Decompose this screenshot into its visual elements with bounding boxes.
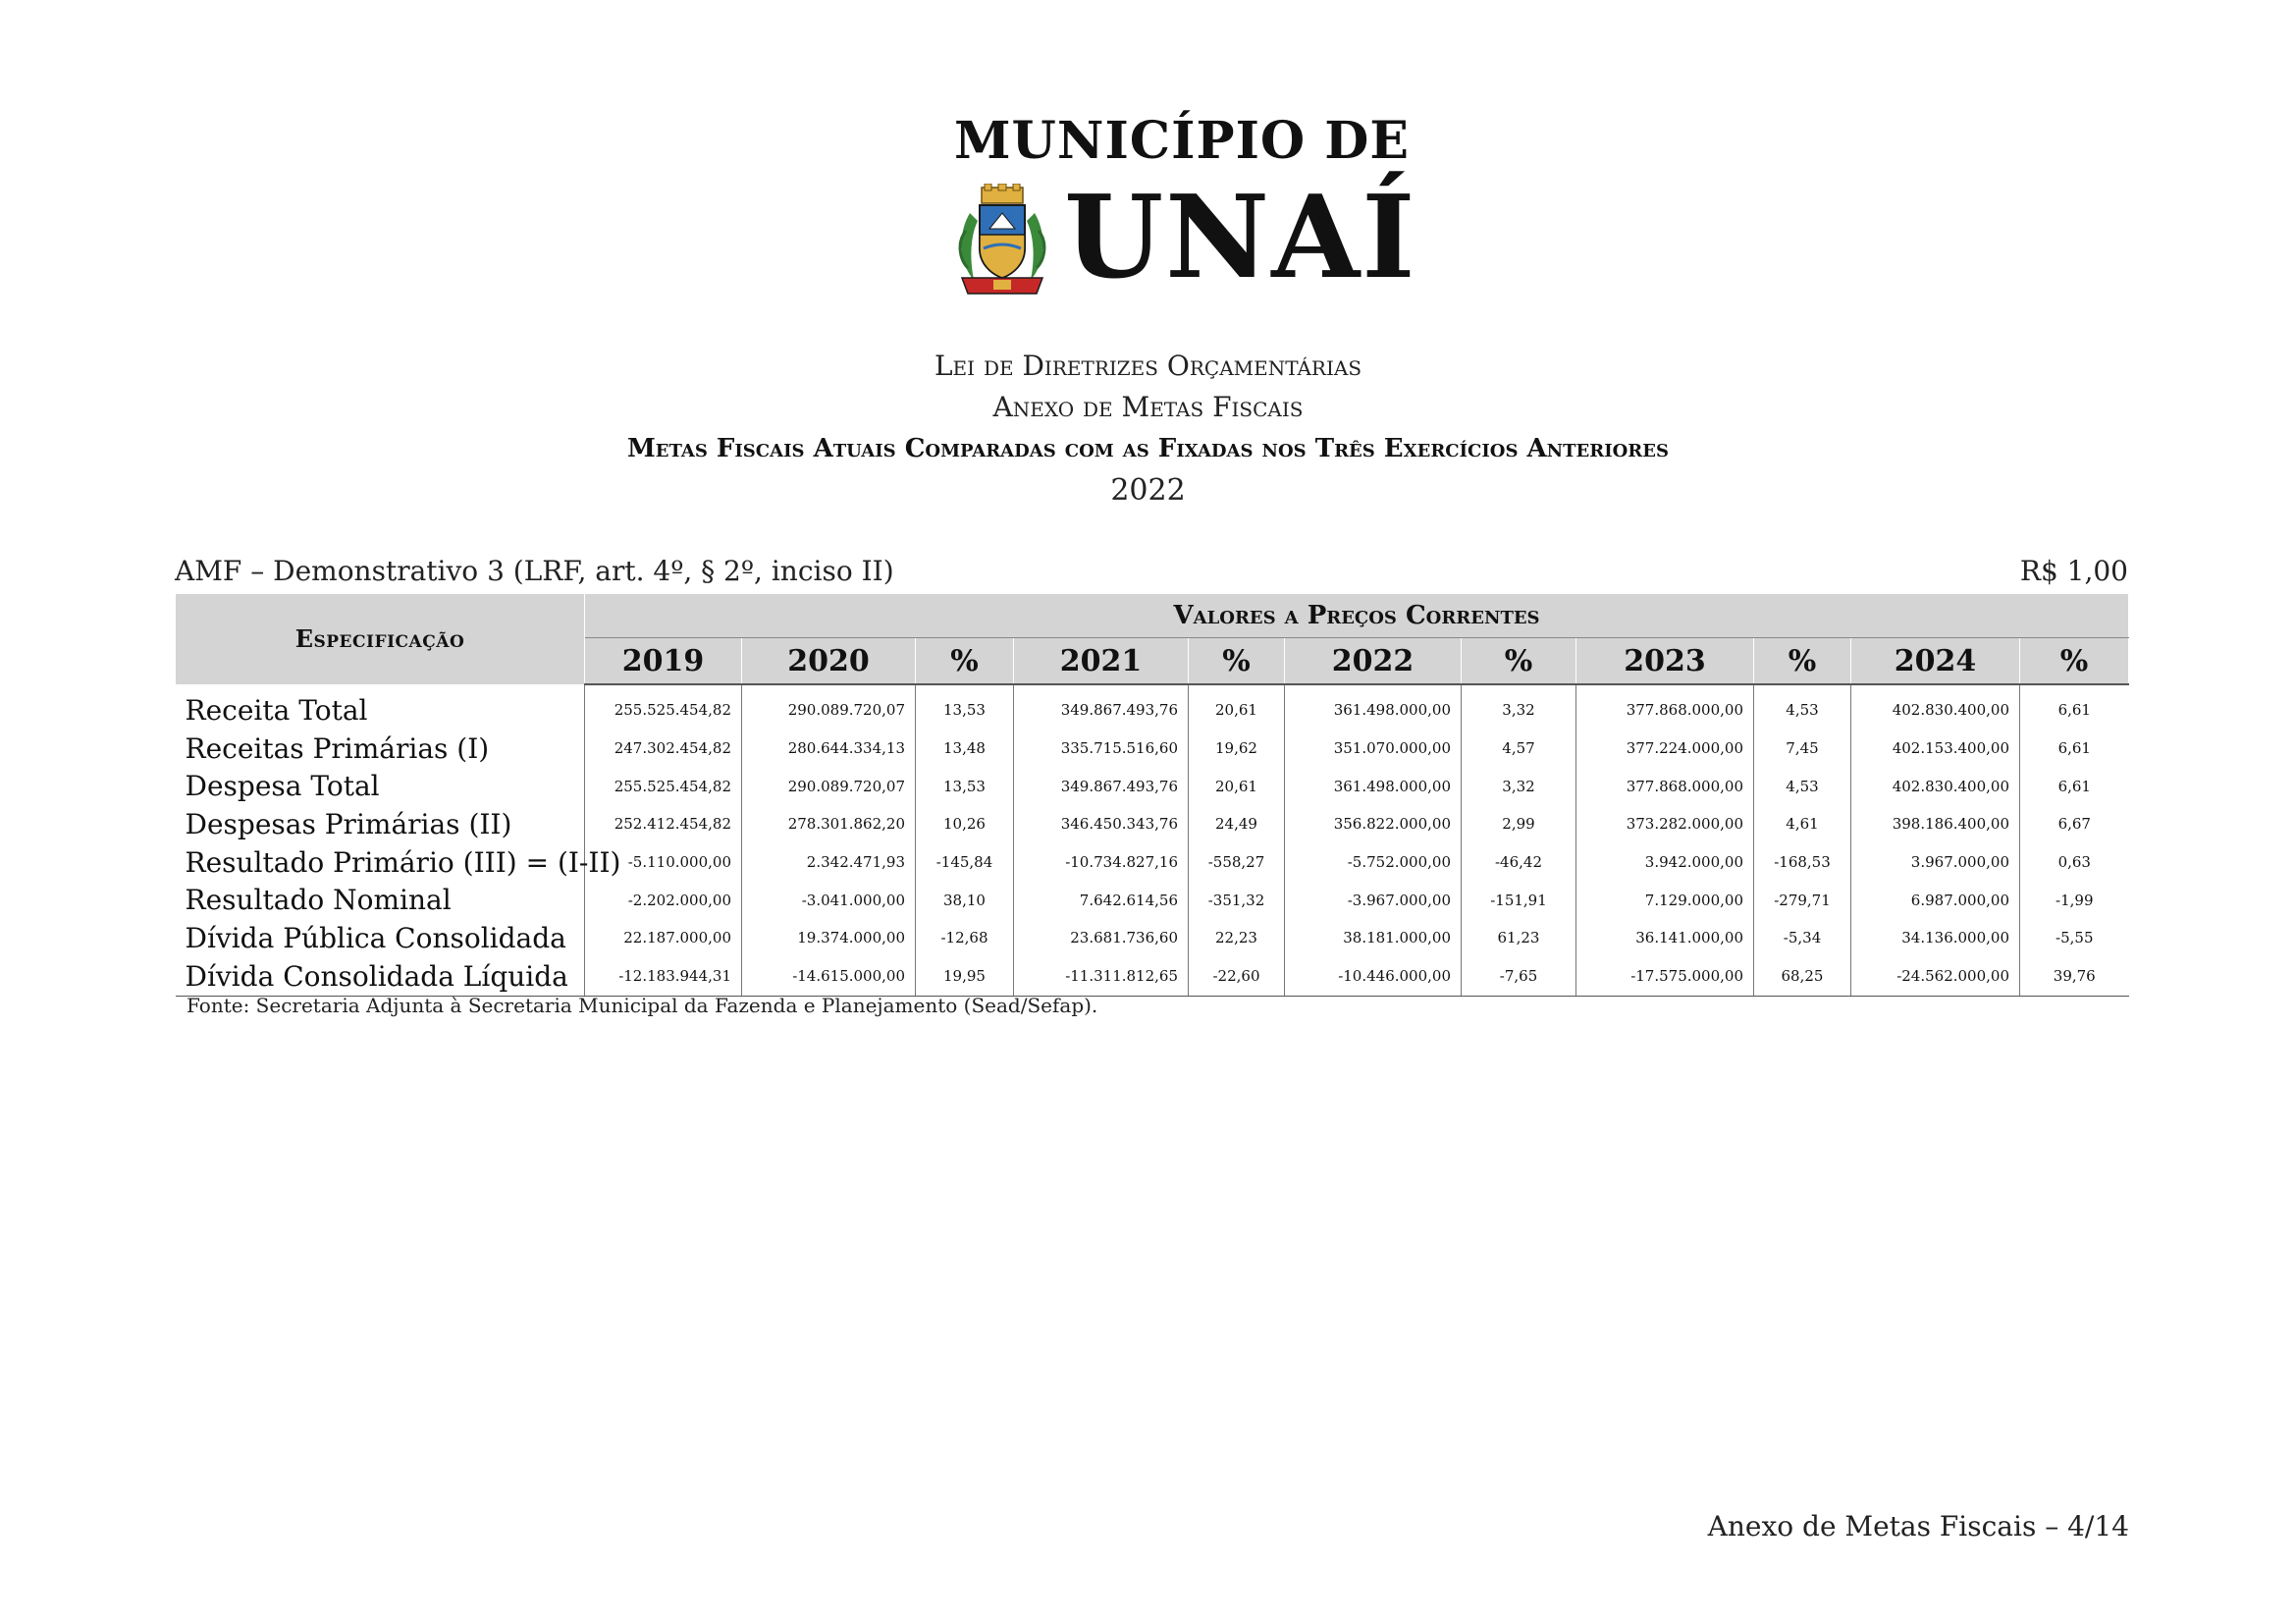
table-cell-value: -17.575.000,00: [1576, 957, 1754, 996]
table-cell-value: 335.715.516,60: [1014, 730, 1189, 768]
table-cell-pct: 4,57: [1462, 730, 1576, 768]
table-cell-pct: 3,32: [1462, 684, 1576, 730]
table-cell-pct: -22,60: [1189, 957, 1285, 996]
table-cell-value: 19.374.000,00: [742, 919, 916, 957]
table-cell-pct: 3,32: [1462, 767, 1576, 805]
header-col-pct: %: [1462, 638, 1576, 685]
table-cell-pct: 4,61: [1754, 805, 1851, 843]
table-cell-pct: 22,23: [1189, 919, 1285, 957]
table-cell-value: -3.967.000,00: [1285, 881, 1462, 919]
table-cell-value: 247.302.454,82: [585, 730, 742, 768]
table-cell-value: -10.734.827,16: [1014, 843, 1189, 882]
table-cell-value: 2.342.471,93: [742, 843, 916, 882]
row-label: Resultado Nominal: [185, 884, 452, 917]
header-col-2022: 2022: [1285, 638, 1462, 685]
table-cell-pct: 13,53: [916, 767, 1014, 805]
header-col-pct: %: [1754, 638, 1851, 685]
table-cell-pct: 13,53: [916, 684, 1014, 730]
table-row: [176, 730, 2129, 768]
table-cell-pct: -7,65: [1462, 957, 1576, 996]
table-cell-pct: -351,32: [1189, 881, 1285, 919]
table-row: [176, 919, 2129, 957]
table-cell-pct: 7,45: [1754, 730, 1851, 768]
table-row: [176, 684, 2129, 730]
table-cell-value: 356.822.000,00: [1285, 805, 1462, 843]
table-cell-value: -2.202.000,00: [585, 881, 742, 919]
table-cell-value: 7.642.614,56: [1014, 881, 1189, 919]
table-cell-value: 3.942.000,00: [1576, 843, 1754, 882]
row-label: Receitas Primárias (I): [185, 731, 490, 765]
table-cell-value: 3.967.000,00: [1851, 843, 2020, 882]
row-label: Dívida Consolidada Líquida: [176, 957, 585, 996]
table-row: [176, 805, 2129, 843]
table-cell-pct: 0,63: [2020, 843, 2129, 882]
table-cell-value: 23.681.736,60: [1014, 919, 1189, 957]
row-label: Despesa Total: [185, 770, 380, 803]
table-cell-pct: 4,53: [1754, 684, 1851, 730]
table-cell-pct: 68,25: [1754, 957, 1851, 996]
table-cell-value: 349.867.493,76: [1014, 684, 1189, 730]
table-cell-value: 22.187.000,00: [585, 919, 742, 957]
header-values-group: Valores a Preços Correntes: [585, 594, 2129, 638]
table-cell-value: 255.525.454,82: [585, 684, 742, 730]
table-row: [176, 767, 2129, 805]
coat-of-arms-icon: [956, 184, 1048, 299]
title-year: 2022: [1110, 473, 1186, 508]
source-note: Fonte: Secretaria Adjunta à Secretaria Municipal da Fazenda e Planejamento (Sead/Sefap).: [187, 994, 1098, 1017]
header-spec: Especificação: [176, 594, 585, 685]
table-cell-value: -10.446.000,00: [1285, 957, 1462, 996]
municipality-logo: [942, 103, 1417, 304]
table-cell-pct: -558,27: [1189, 843, 1285, 882]
header-col-2019: 2019: [585, 638, 742, 685]
table-body: [176, 684, 2129, 996]
table-cell-value: 361.498.000,00: [1285, 767, 1462, 805]
table-cell-pct: 6,67: [2020, 805, 2129, 843]
logo-line2: UNAÍ: [1064, 171, 1417, 304]
row-label: Receita Total: [185, 693, 368, 727]
table-cell-value: 6.987.000,00: [1851, 881, 2020, 919]
row-label: Resultado Primário (III) = (I-II): [185, 845, 621, 879]
table-cell-value: 373.282.000,00: [1576, 805, 1754, 843]
table-cell-pct: 20,61: [1189, 684, 1285, 730]
table-cell-value: 361.498.000,00: [1285, 684, 1462, 730]
table-cell-value: 351.070.000,00: [1285, 730, 1462, 768]
table-cell-pct: -1,99: [2020, 881, 2129, 919]
row-label: Dívida Pública Consolidada: [185, 921, 566, 954]
table-cell-pct: -12,68: [916, 919, 1014, 957]
table-cell-pct: 2,99: [1462, 805, 1576, 843]
table-cell-value: 346.450.343,76: [1014, 805, 1189, 843]
table-cell-pct: -46,42: [1462, 843, 1576, 882]
header-col-2024: 2024: [1851, 638, 2020, 685]
title-main: Metas Fiscais Atuais Comparadas com as Fixadas nos Três Exercícios Anteriores: [627, 434, 1669, 463]
table-cell-value: -5.110.000,00: [585, 843, 742, 882]
table-cell-value: 377.868.000,00: [1576, 767, 1754, 805]
demonstrativo-row: [175, 552, 2128, 591]
table-cell-pct: -151,91: [1462, 881, 1576, 919]
table-cell-value: 36.141.000,00: [1576, 919, 1754, 957]
table-cell-pct: -5,55: [2020, 919, 2129, 957]
table-cell-pct: 20,61: [1189, 767, 1285, 805]
header-col-2023: 2023: [1576, 638, 1754, 685]
table-cell-value: -24.562.000,00: [1851, 957, 2020, 996]
table-cell-value: 377.224.000,00: [1576, 730, 1754, 768]
table-cell-value: 290.089.720,07: [742, 684, 916, 730]
table-cell-value: 402.830.400,00: [1851, 767, 2020, 805]
document-titles: [0, 346, 2296, 513]
table-cell-pct: -279,71: [1754, 881, 1851, 919]
logo-line1: MUNICÍPIO DE: [954, 111, 1411, 171]
table-cell-pct: 19,95: [916, 957, 1014, 996]
row-label: Despesas Primárias (II): [185, 807, 512, 840]
header-col-pct: %: [2020, 638, 2129, 685]
table-row: [176, 881, 2129, 919]
table-cell-pct: 6,61: [2020, 767, 2129, 805]
table-cell-pct: 19,62: [1189, 730, 1285, 768]
title-ldo: Lei de Diretrizes Orçamentárias: [934, 350, 1362, 382]
table-cell-value: 349.867.493,76: [1014, 767, 1189, 805]
table-cell-pct: 6,61: [2020, 684, 2129, 730]
demonstrativo-label: AMF – Demonstrativo 3 (LRF, art. 4º, § 2º, inciso II): [175, 555, 894, 587]
title-annex: Anexo de Metas Fiscais: [992, 391, 1304, 423]
table-cell-value: 377.868.000,00: [1576, 684, 1754, 730]
header-col-2021: 2021: [1014, 638, 1189, 685]
table-cell-value: 34.136.000,00: [1851, 919, 2020, 957]
table-cell-pct: 38,10: [916, 881, 1014, 919]
table-cell-pct: 61,23: [1462, 919, 1576, 957]
table-cell-value: -5.752.000,00: [1285, 843, 1462, 882]
table-cell-value: 280.644.334,13: [742, 730, 916, 768]
table-cell-pct: 10,26: [916, 805, 1014, 843]
table-cell-pct: 13,48: [916, 730, 1014, 768]
table-cell-value: 402.830.400,00: [1851, 684, 2020, 730]
table-row: [176, 843, 2129, 882]
table-cell-value: 252.412.454,82: [585, 805, 742, 843]
table-cell-value: -12.183.944,31: [585, 957, 742, 996]
table-cell-pct: 39,76: [2020, 957, 2129, 996]
table-cell-value: -3.041.000,00: [742, 881, 916, 919]
table-cell-pct: -5,34: [1754, 919, 1851, 957]
currency-unit: R$ 1,00: [2019, 555, 2128, 587]
table-cell-value: 278.301.862,20: [742, 805, 916, 843]
table-cell-value: 255.525.454,82: [585, 767, 742, 805]
table-cell-pct: 24,49: [1189, 805, 1285, 843]
table-cell-pct: -145,84: [916, 843, 1014, 882]
table-cell-pct: -168,53: [1754, 843, 1851, 882]
table-cell-pct: 6,61: [2020, 730, 2129, 768]
header-col-2020: 2020: [742, 638, 916, 685]
table-cell-value: 398.186.400,00: [1851, 805, 2020, 843]
header-col-pct: %: [1189, 638, 1285, 685]
fiscal-goals-table: [175, 593, 2129, 997]
table-cell-value: 290.089.720,07: [742, 767, 916, 805]
table-cell-value: -14.615.000,00: [742, 957, 916, 996]
page-footer: Anexo de Metas Fiscais – 4/14: [1707, 1510, 2129, 1542]
table-cell-value: 7.129.000,00: [1576, 881, 1754, 919]
table-cell-pct: 4,53: [1754, 767, 1851, 805]
table-cell-value: 402.153.400,00: [1851, 730, 2020, 768]
header-col-pct: %: [916, 638, 1014, 685]
table-cell-value: 38.181.000,00: [1285, 919, 1462, 957]
table-cell-value: -11.311.812,65: [1014, 957, 1189, 996]
